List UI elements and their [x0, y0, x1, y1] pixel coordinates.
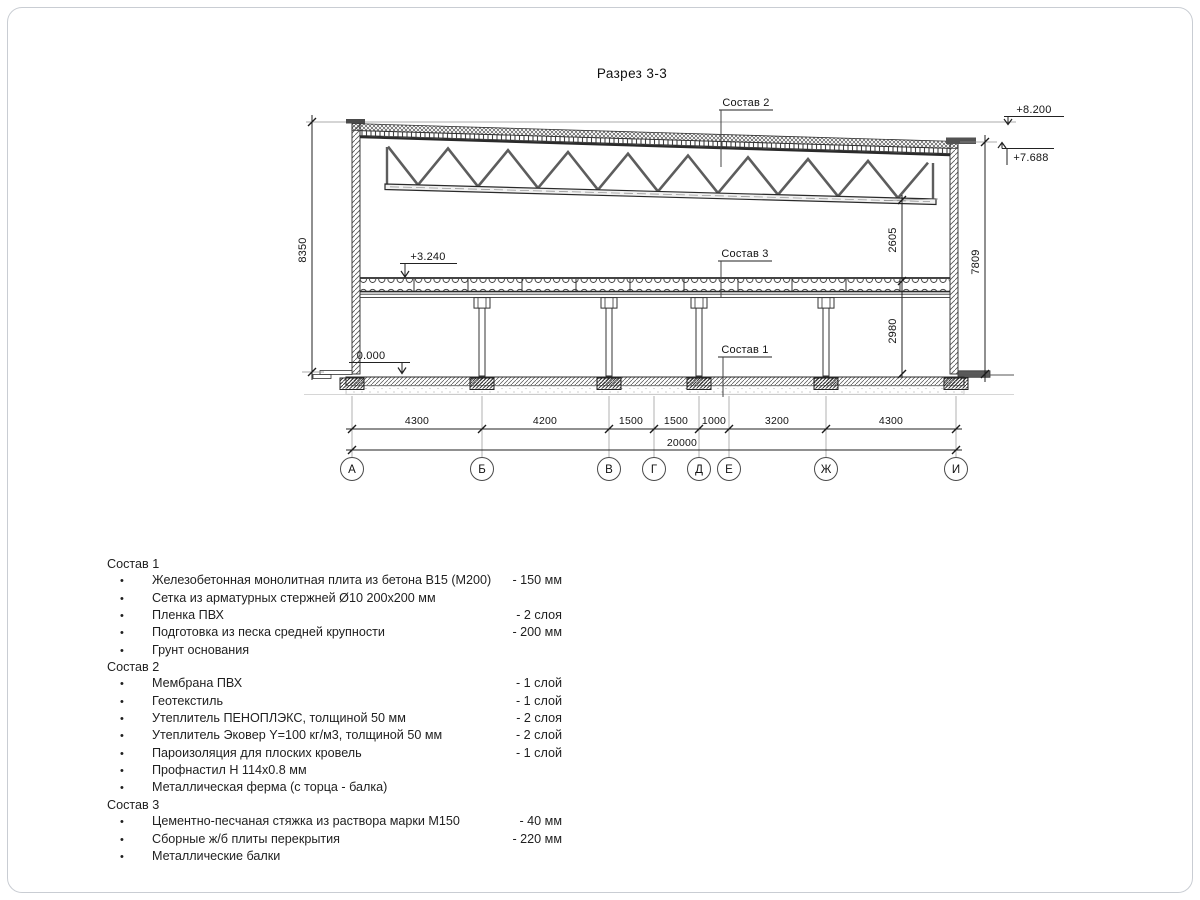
legend-item: • Геотекстиль - 1 слой [107, 693, 562, 710]
right-parapet-cap [946, 138, 976, 145]
bullet-icon: • [120, 713, 124, 726]
legend-section-title: Состав 2 [107, 660, 160, 675]
legend-item: • Утеплитель ПЕНОПЛЭКС, толщиной 50 мм - 2 слоя [107, 710, 562, 727]
legend-item: • Металлическая ферма (с торца - балка) [107, 779, 562, 796]
column-zh [818, 298, 834, 376]
legend-item: • Пароизоляция для плоских кровель - 1 слой [107, 745, 562, 762]
bullet-icon: • [120, 678, 124, 691]
column-v [601, 298, 617, 376]
dim-2980-label: 2980 [887, 318, 899, 344]
dim-label-e-zh: 3200 [764, 415, 790, 427]
legend-item: • Подготовка из песка средней крупности - 200 мм [107, 624, 562, 641]
elevation-floor-label: +3.240 [410, 251, 446, 263]
column-d [691, 298, 707, 376]
bullet-icon: • [120, 850, 124, 863]
ground-slab [346, 377, 964, 386]
bullet-icon: • [120, 575, 124, 588]
axis-bubble-e: Е [725, 464, 733, 476]
axis-bubble-a: А [348, 464, 356, 476]
left-wall [352, 123, 360, 374]
bullet-icon: • [120, 592, 124, 605]
legend-item: • Утеплитель Эковер Y=100 кг/м3, толщиной 50 мм - 2 слой [107, 727, 562, 744]
column-b [474, 298, 490, 376]
legend-item: • Железобетонная монолитная плита из бетона В15 (М200) - 150 мм [107, 572, 562, 589]
callout-sostav-2-label: Состав 2 [722, 97, 770, 109]
bullet-icon: • [120, 695, 124, 708]
bullet-icon: • [120, 610, 124, 623]
elevation-floor [400, 251, 457, 277]
bullet-icon: • [120, 833, 124, 846]
dim-8350-label: 8350 [297, 237, 309, 263]
dim-label-a-b: 4300 [404, 415, 430, 427]
dim-label-d-e: 1000 [701, 415, 727, 427]
callout-sostav-3-label: Состав 3 [721, 248, 769, 260]
sand-base [346, 386, 964, 395]
dim-2605-label: 2605 [887, 227, 899, 253]
bullet-icon: • [120, 782, 124, 795]
dim-label-v-g: 1500 [618, 415, 644, 427]
legend-item: • Металлические балки [107, 848, 562, 865]
axis-extension-lines [352, 396, 956, 457]
dim-label-b-v: 4200 [532, 415, 558, 427]
legend-item: • Пленка ПВХ - 2 слоя [107, 607, 562, 624]
dim-7809-label: 7809 [970, 249, 982, 275]
legend-item: • Сетка из арматурных стержней Ø10 200х200 мм [107, 590, 562, 607]
legend-item: • Грунт основания [107, 642, 562, 659]
elevation-roof-top-label: +8.200 [1016, 104, 1052, 116]
axis-bubble-v: В [605, 464, 613, 476]
legend-item: • Мембрана ПВХ - 1 слой [107, 675, 562, 692]
drawing-title: Разрез 3-3 [596, 66, 668, 81]
bullet-icon: • [120, 765, 124, 778]
callout-sostav-1-label: Состав 1 [721, 344, 769, 356]
bullet-icon: • [120, 627, 124, 640]
left-ledge-upper [320, 371, 352, 375]
dim-label-g-d: 1500 [663, 415, 689, 427]
legend-section-title: Состав 3 [107, 797, 160, 812]
elevation-wall-top-label: +7.688 [1013, 152, 1049, 164]
bullet-icon: • [120, 644, 124, 657]
elevation-wall-top [998, 143, 1054, 166]
left-ledge-lower [313, 375, 331, 379]
axis-bubble-b: Б [478, 464, 486, 476]
legend-item: • Цементно-песчаная стяжка из раствора марки М150 - 40 мм [107, 813, 562, 830]
right-wall [950, 141, 958, 374]
elevation-ground-label: 0.000 [356, 350, 386, 362]
axis-bubble-zh: Ж [820, 464, 832, 476]
bullet-icon: • [120, 730, 124, 743]
axis-bubble-i: И [951, 464, 961, 476]
legend-item: • Сборные ж/б плиты перекрытия - 220 мм [107, 831, 562, 848]
elevation-roof-top [1004, 104, 1064, 125]
floor-slab-cores [360, 279, 950, 291]
left-parapet-cap [346, 119, 365, 124]
dim-label-zh-i: 4300 [878, 415, 904, 427]
legend-section-title: Состав 1 [107, 557, 160, 571]
bullet-icon: • [120, 816, 124, 829]
materials-legend [107, 556, 562, 865]
axis-bubble-d: Д [695, 464, 703, 476]
dim-label-total: 20000 [666, 437, 698, 449]
bullet-icon: • [120, 747, 124, 760]
legend-item: • Профнастил Н 114х0.8 мм [107, 762, 562, 779]
callout-sostav-2 [719, 97, 773, 167]
axis-bubble-g: Г [650, 464, 658, 476]
